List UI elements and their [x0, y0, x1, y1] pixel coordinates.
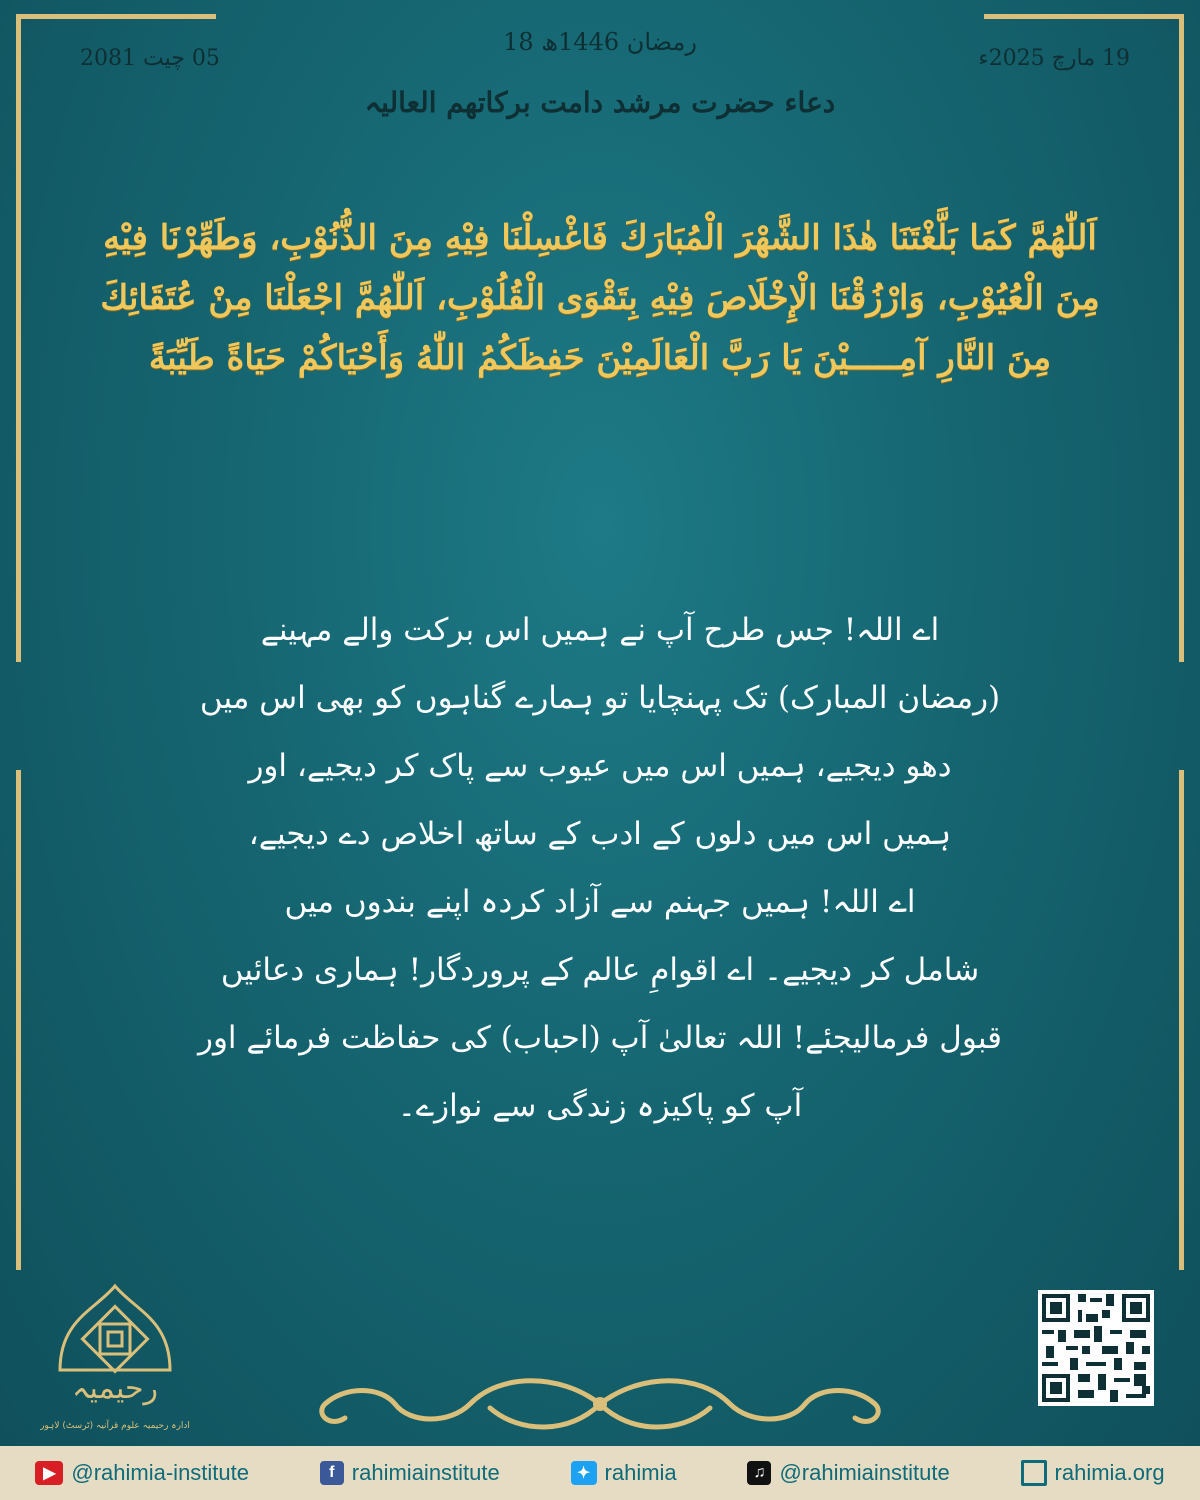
facebook-icon: f [320, 1461, 344, 1485]
translation-line: آپ کو پاکیزہ زندگی سے نوازے۔ [397, 1088, 803, 1124]
footer-bar [0, 1446, 1200, 1500]
institute-logo [40, 1280, 190, 1440]
date-hijri: 18 رمضان 1446ھ [503, 28, 697, 56]
translation-line: اے اللہ! ہمیں جہنم سے آزاد کردہ اپنے بندوں میں [284, 884, 916, 920]
tiktok-link[interactable] [747, 1460, 949, 1486]
tiktok-handle: @rahimiainstitute [779, 1460, 950, 1485]
youtube-handle: @rahimia-institute [71, 1460, 250, 1485]
frame-right-lower [1179, 770, 1184, 1270]
translation-line: شامل کر دیجیے۔ اے اقوامِ عالم کے پروردگار! ہماری دعائیں [220, 952, 980, 988]
qr-code[interactable] [1038, 1290, 1154, 1406]
dua-subtitle: دعاء حضرت مرشد دامت برکاتھم العالیہ [364, 86, 836, 119]
logo-name: رحیمیہ [71, 1371, 159, 1406]
translation-line: قبول فرمالیجئے! اللہ تعالیٰ آپ (احباب) کی حفاظت فرمائے اور [197, 1020, 1003, 1056]
frame-left-lower [16, 770, 21, 1270]
frame-top-right [984, 14, 1184, 19]
facebook-link[interactable] [320, 1460, 500, 1486]
twitter-icon: ✦ [571, 1461, 597, 1485]
facebook-handle: rahimiainstitute [351, 1460, 500, 1485]
dua-arabic: اَللّٰهُمَّ كَمَا بَلَّغْتَنَا هٰذَا الشَّهْرَ الْمُبَارَكَ فَاغْسِلْنَا فِيْهِ مِنَ الذُّنُوْبِ، وَطَهِّرْنَا فِيْهِ مِنَ الْعُيُوْبِ، وَارْزُقْنَا الْإِخْلَاصَ فِيْهِ بِتَقْوَى الْقُلُوْبِ، اَللّٰهُمَّ اجْعَلْنَا مِنْ عُتَقَائِكَ مِنَ النَّارِ آمِـــــيْنَ يَا رَبَّ الْعَالَمِيْنَ حَفِظَكُمُ اللّٰهُ وَأَحْيَاكُمْ حَيَاةً طَيِّبَةً [100, 218, 1100, 378]
logo-tagline: ادارہ رحیمیہ علوم قرآنیہ (ٹرسٹ) لاہور [40, 1421, 190, 1431]
translation-line: (رمضان المبارک) تک پہنچایا تو ہمارے گناہوں کو بھی اس میں [199, 680, 1001, 716]
decorative-ornament [300, 1368, 900, 1440]
tiktok-icon: ♫ [747, 1461, 771, 1485]
twitter-handle: rahimia [604, 1460, 677, 1485]
website-url: rahimia.org [1054, 1460, 1165, 1485]
youtube-icon: ▶ [35, 1461, 63, 1485]
date-gregorian: 19 مارچ 2025ء [978, 46, 1130, 71]
twitter-link[interactable] [571, 1460, 677, 1486]
dua-translation-urdu [150, 596, 1050, 1140]
frame-top-left [16, 14, 216, 19]
translation-line: ہمیں اس میں دلوں کے ادب کے ساتھ اخلاص دے دیجیے، [248, 816, 952, 852]
date-bikrami: 05 چیت 2081 [80, 46, 220, 71]
website-link[interactable] [1021, 1460, 1165, 1486]
translation-line: دھو دیجیے، ہمیں اس میں عیوب سے پاک کر دیجیے، اور [248, 748, 952, 784]
web-qr-icon [1021, 1460, 1047, 1486]
youtube-link[interactable] [35, 1460, 249, 1486]
translation-line: اے اللہ! جس طرح آپ نے ہمیں اس برکت والے مہینے [260, 612, 940, 648]
